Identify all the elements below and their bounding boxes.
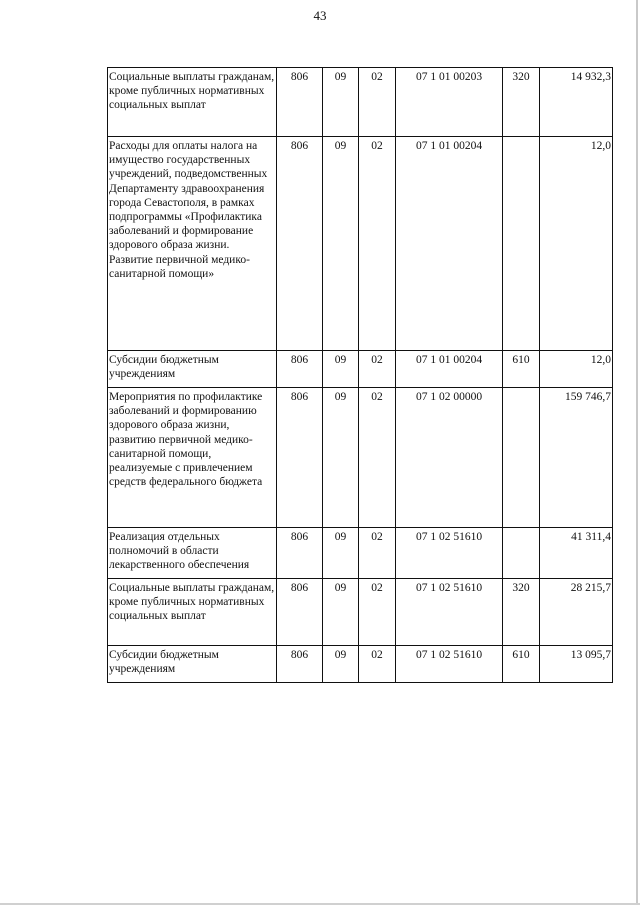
expense-type-code [503, 137, 540, 351]
section-code: 09 [323, 579, 359, 646]
target-article-code: 07 1 01 00203 [396, 68, 503, 137]
grbs-code: 806 [277, 351, 323, 388]
amount: 12,0 [540, 137, 613, 351]
table-row [108, 137, 613, 351]
section-code: 09 [323, 646, 359, 683]
amount: 14 932,3 [540, 68, 613, 137]
expense-name: Субсидии бюджетным учреждениям [108, 646, 277, 683]
target-article-code: 07 1 02 51610 [396, 646, 503, 683]
grbs-code: 806 [277, 579, 323, 646]
scan-edge-right [636, 0, 638, 905]
expense-name: Мероприятия по профилактике заболеваний и формированию здорового образа жизни, развитию первичной медико-санитарной помощи, реализуемые с привлечением средств федерального бюджета [108, 388, 277, 528]
target-article-code: 07 1 01 00204 [396, 351, 503, 388]
amount: 28 215,7 [540, 579, 613, 646]
amount: 12,0 [540, 351, 613, 388]
expense-type-code [503, 388, 540, 528]
section-code: 09 [323, 137, 359, 351]
subsection-code: 02 [359, 388, 396, 528]
table-row [108, 646, 613, 683]
target-article-code: 07 1 02 00000 [396, 388, 503, 528]
grbs-code: 806 [277, 646, 323, 683]
expense-name: Субсидии бюджетным учреждениям [108, 351, 277, 388]
expense-type-code: 320 [503, 68, 540, 137]
subsection-code: 02 [359, 646, 396, 683]
expense-name: Расходы для оплаты налога на имущество государственных учреждений, подведомственных Департаменту здравоохранения города Севастополя, в рамках подпрограммы «Профилактика заболеваний и формирование здорового образа жизни. Развитие первичной медико-санитарной помощи» [108, 137, 277, 351]
target-article-code: 07 1 01 00204 [396, 137, 503, 351]
section-code: 09 [323, 528, 359, 579]
section-code: 09 [323, 388, 359, 528]
amount: 41 311,4 [540, 528, 613, 579]
page-number: 43 [313, 8, 327, 23]
grbs-code: 806 [277, 137, 323, 351]
subsection-code: 02 [359, 579, 396, 646]
table-row [108, 528, 613, 579]
table-row [108, 579, 613, 646]
subsection-code: 02 [359, 68, 396, 137]
section-code: 09 [323, 68, 359, 137]
subsection-code: 02 [359, 528, 396, 579]
expense-name: Социальные выплаты гражданам, кроме публичных нормативных социальных выплат [108, 68, 277, 137]
amount: 159 746,7 [540, 388, 613, 528]
expense-name: Социальные выплаты гражданам, кроме публичных нормативных социальных выплат [108, 579, 277, 646]
budget-table [107, 67, 613, 683]
expense-name: Реализация отдельных полномочий в области лекарственного обеспечения [108, 528, 277, 579]
grbs-code: 806 [277, 68, 323, 137]
expense-type-code: 610 [503, 646, 540, 683]
table-row [108, 388, 613, 528]
grbs-code: 806 [277, 388, 323, 528]
grbs-code: 806 [277, 528, 323, 579]
target-article-code: 07 1 02 51610 [396, 528, 503, 579]
subsection-code: 02 [359, 351, 396, 388]
expense-type-code: 610 [503, 351, 540, 388]
table-row [108, 68, 613, 137]
subsection-code: 02 [359, 137, 396, 351]
expense-type-code: 320 [503, 579, 540, 646]
section-code: 09 [323, 351, 359, 388]
target-article-code: 07 1 02 51610 [396, 579, 503, 646]
expense-type-code [503, 528, 540, 579]
amount: 13 095,7 [540, 646, 613, 683]
table-row [108, 351, 613, 388]
